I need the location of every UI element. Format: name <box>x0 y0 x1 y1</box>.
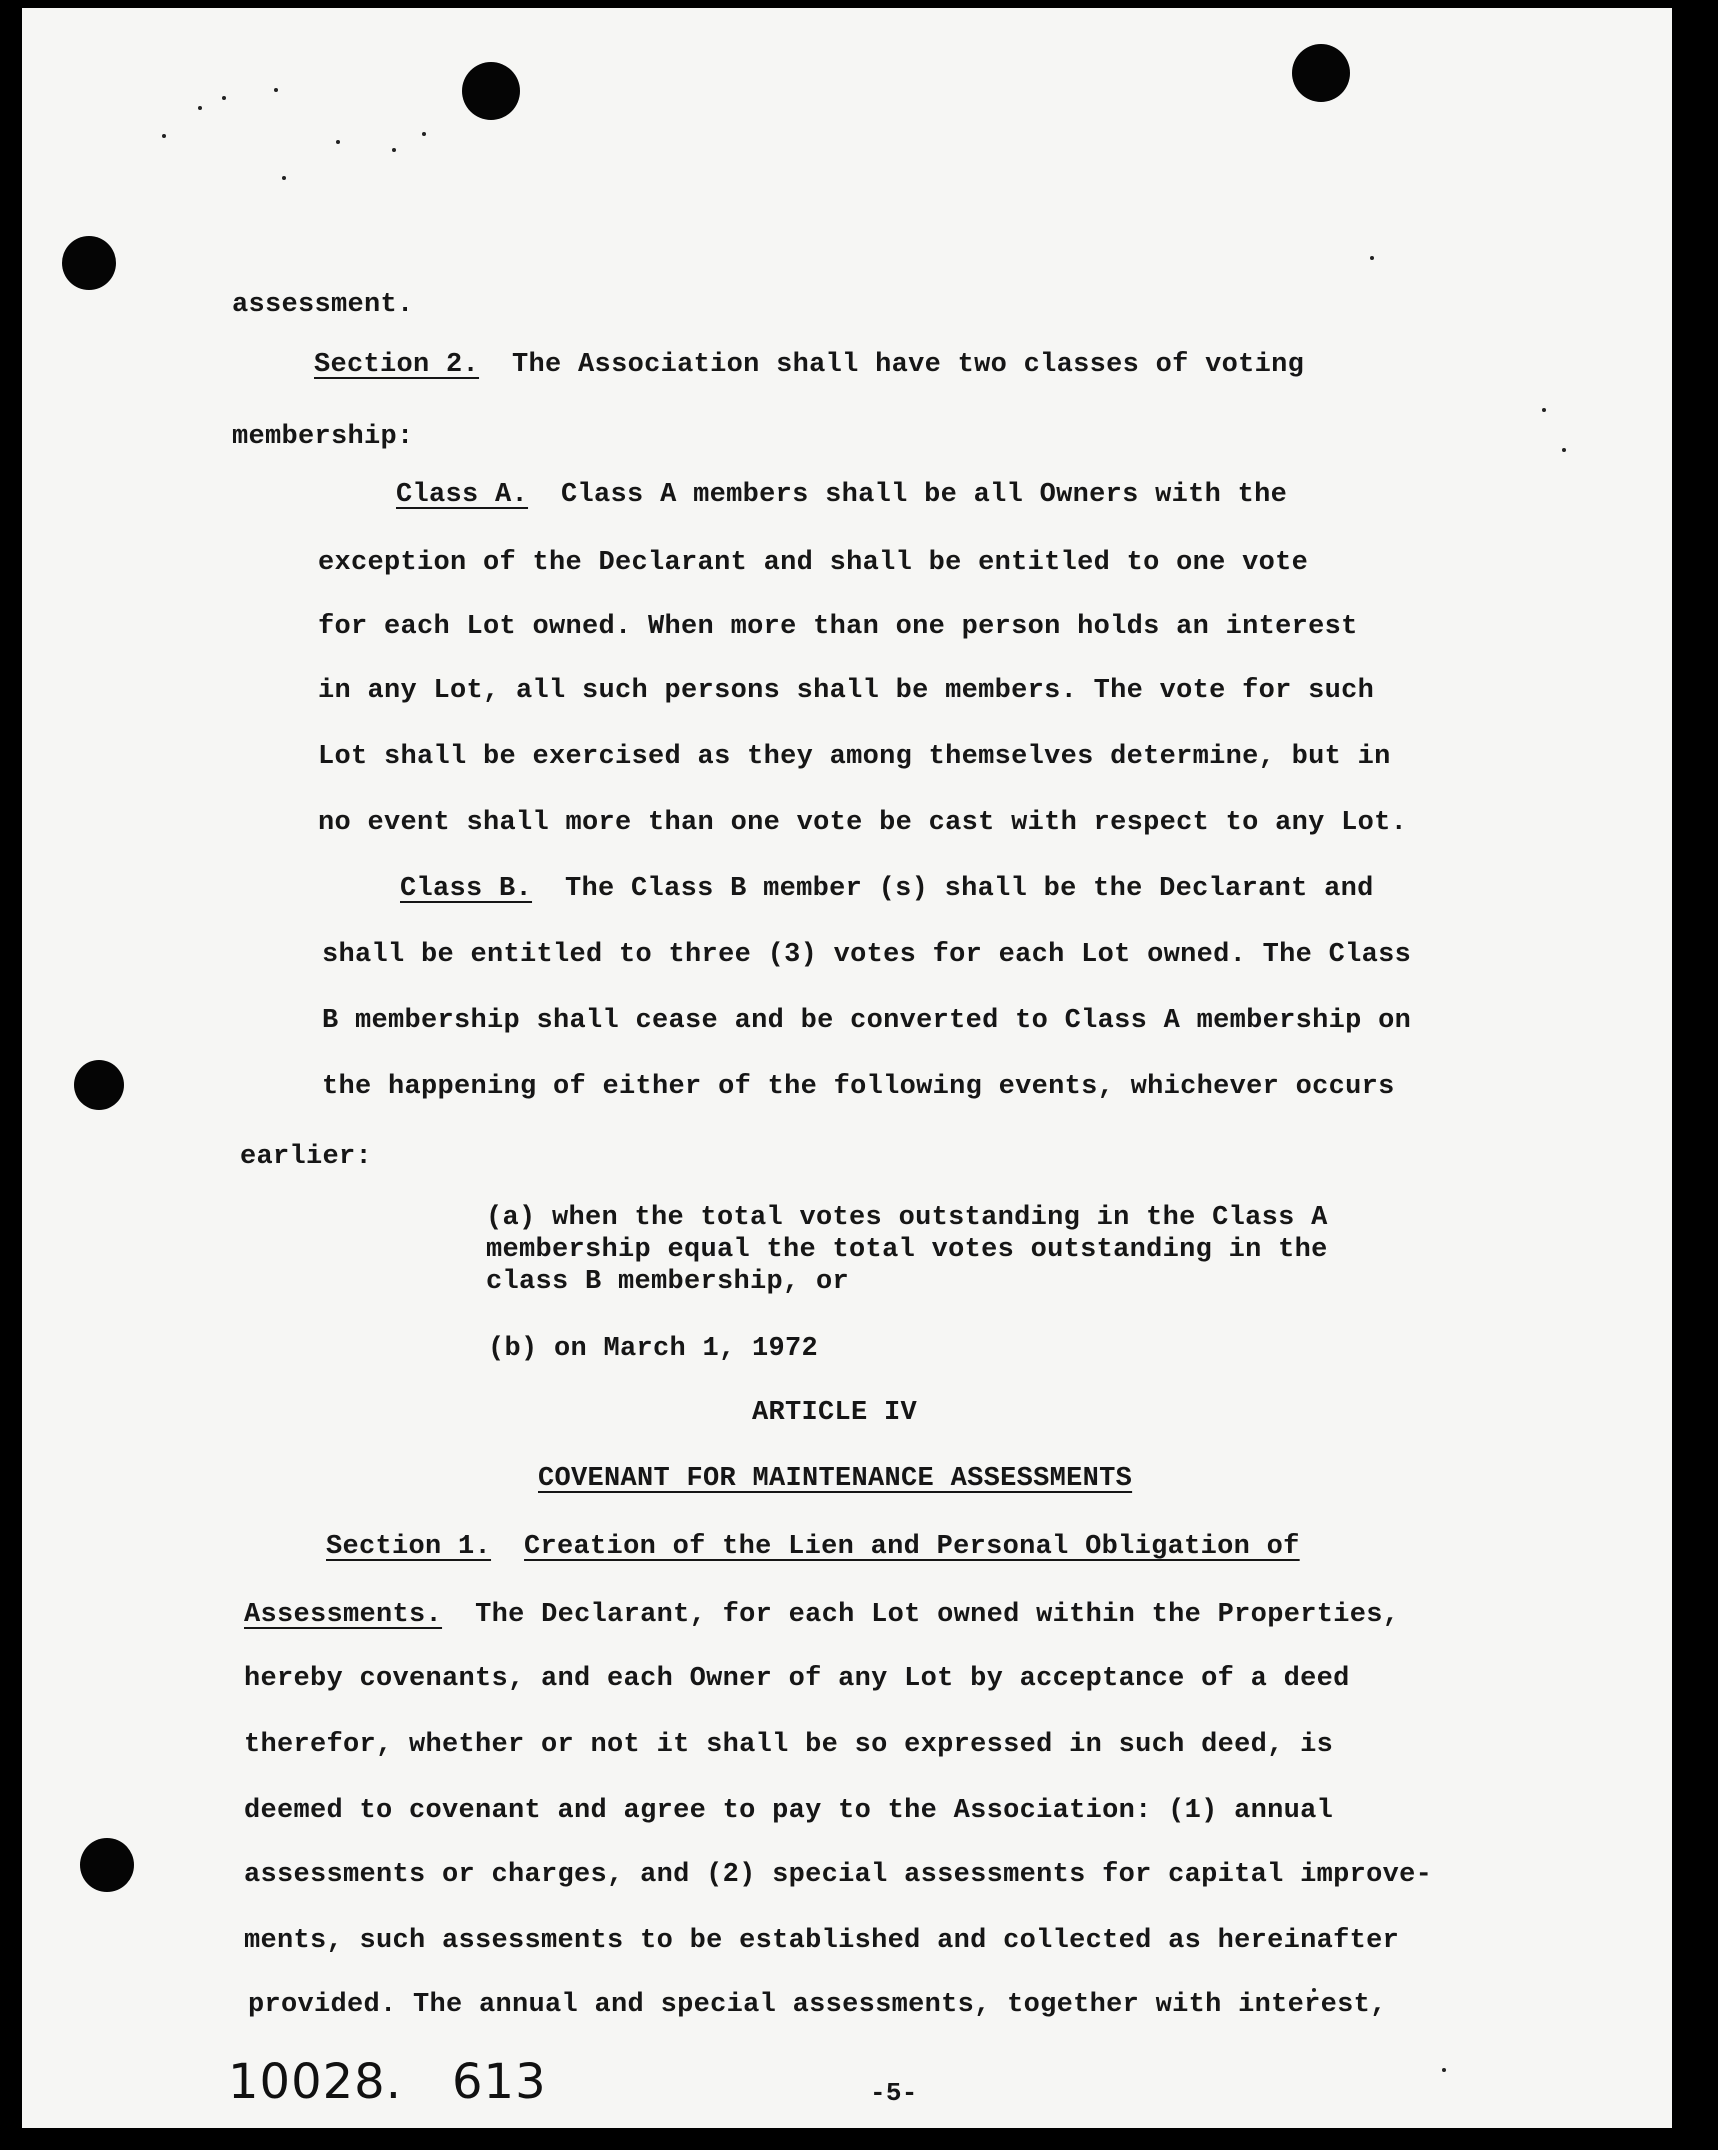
section1-line7: ments, such assessments to be established and collected as hereinafter <box>244 1926 1400 1956</box>
membership-line: membership: <box>232 422 414 452</box>
section1-line5: deemed to covenant and agree to pay to the Association: (1) annual <box>244 1796 1334 1826</box>
classA-line3: for each Lot owned. When more than one person holds an interest <box>318 612 1358 642</box>
classA-line4: in any Lot, all such persons shall be members. The vote for such <box>318 676 1375 706</box>
speck <box>198 106 202 110</box>
punch-hole-top-right <box>1292 44 1350 102</box>
article-title: COVENANT FOR MAINTENANCE ASSESSMENTS <box>538 1464 1133 1494</box>
classA-text-1: Class A members shall be all Owners with the <box>561 480 1288 510</box>
section2-heading: Section 2. <box>314 350 480 380</box>
section1-title-1: Creation of the Lien and Personal Obligation of <box>524 1532 1300 1562</box>
section1-line4: therefor, whether or not it shall be so expressed in such deed, is <box>244 1730 1334 1760</box>
speck <box>1542 408 1546 412</box>
line-assessment: assessment. <box>232 290 414 320</box>
classA-line1 <box>396 480 1287 510</box>
speck <box>336 140 340 144</box>
classA-heading: Class A. <box>396 480 529 510</box>
classB-line1 <box>400 874 1374 904</box>
speck <box>392 148 396 152</box>
speck <box>1562 448 1566 452</box>
punch-hole-top-left <box>462 62 520 120</box>
classA-line2: exception of the Declarant and shall be entitled to one vote <box>318 548 1309 578</box>
section1-title-2: Assessments. <box>244 1600 443 1630</box>
item-a-line2: membership equal the total votes outstanding in the <box>486 1235 1328 1265</box>
stamp-number-right: 613 <box>452 2054 547 2110</box>
punch-hole-left-middle <box>74 1060 124 1110</box>
classB-line2: shall be entitled to three (3) votes for each Lot owned. The Class <box>322 940 1412 970</box>
section1-heading: Section 1. <box>326 1532 492 1562</box>
section1-line8: provided. The annual and special assessments, together with interest, <box>248 1990 1387 2020</box>
classA-line5: Lot shall be exercised as they among themselves determine, but in <box>318 742 1391 772</box>
speck <box>1370 256 1374 260</box>
section1-line2 <box>244 1600 1399 1630</box>
classA-line6: no event shall more than one vote be cast with respect to any Lot. <box>318 808 1408 838</box>
item-b-line: (b) on March 1, 1972 <box>488 1334 819 1364</box>
section1-text-1: The Declarant, for each Lot owned within the Properties, <box>475 1600 1400 1630</box>
section1-line1 <box>326 1532 1300 1562</box>
section2-line <box>314 350 1304 380</box>
section1-line3: hereby covenants, and each Owner of any Lot by acceptance of a deed <box>244 1664 1350 1694</box>
speck <box>422 132 426 136</box>
section2-text: The Association shall have two classes of voting <box>512 350 1305 380</box>
speck <box>282 176 286 180</box>
earlier-line: earlier: <box>240 1142 373 1172</box>
item-a-line3: class B membership, or <box>486 1267 850 1297</box>
speck <box>1442 2068 1446 2072</box>
stamp-number-left: 10028. <box>228 2054 402 2110</box>
classB-line3: B membership shall cease and be converted to Class A membership on <box>322 1006 1412 1036</box>
speck <box>274 88 278 92</box>
item-a-line1: (a) when the total votes outstanding in the Class A <box>486 1203 1328 1233</box>
document-page <box>22 8 1672 2128</box>
speck <box>162 134 166 138</box>
article-heading: ARTICLE IV <box>752 1398 918 1428</box>
classB-line4: the happening of either of the following events, whichever occurs <box>322 1072 1395 1102</box>
classB-text-1: The Class B member (s) shall be the Declarant and <box>565 874 1374 904</box>
section1-line6: assessments or charges, and (2) special assessments for capital improve- <box>244 1860 1433 1890</box>
punch-hole-left-lower <box>80 1838 134 1892</box>
classB-heading: Class B. <box>400 874 533 904</box>
speck <box>222 96 226 100</box>
page-number: -5- <box>870 2078 918 2108</box>
punch-hole-left-upper <box>62 236 116 290</box>
